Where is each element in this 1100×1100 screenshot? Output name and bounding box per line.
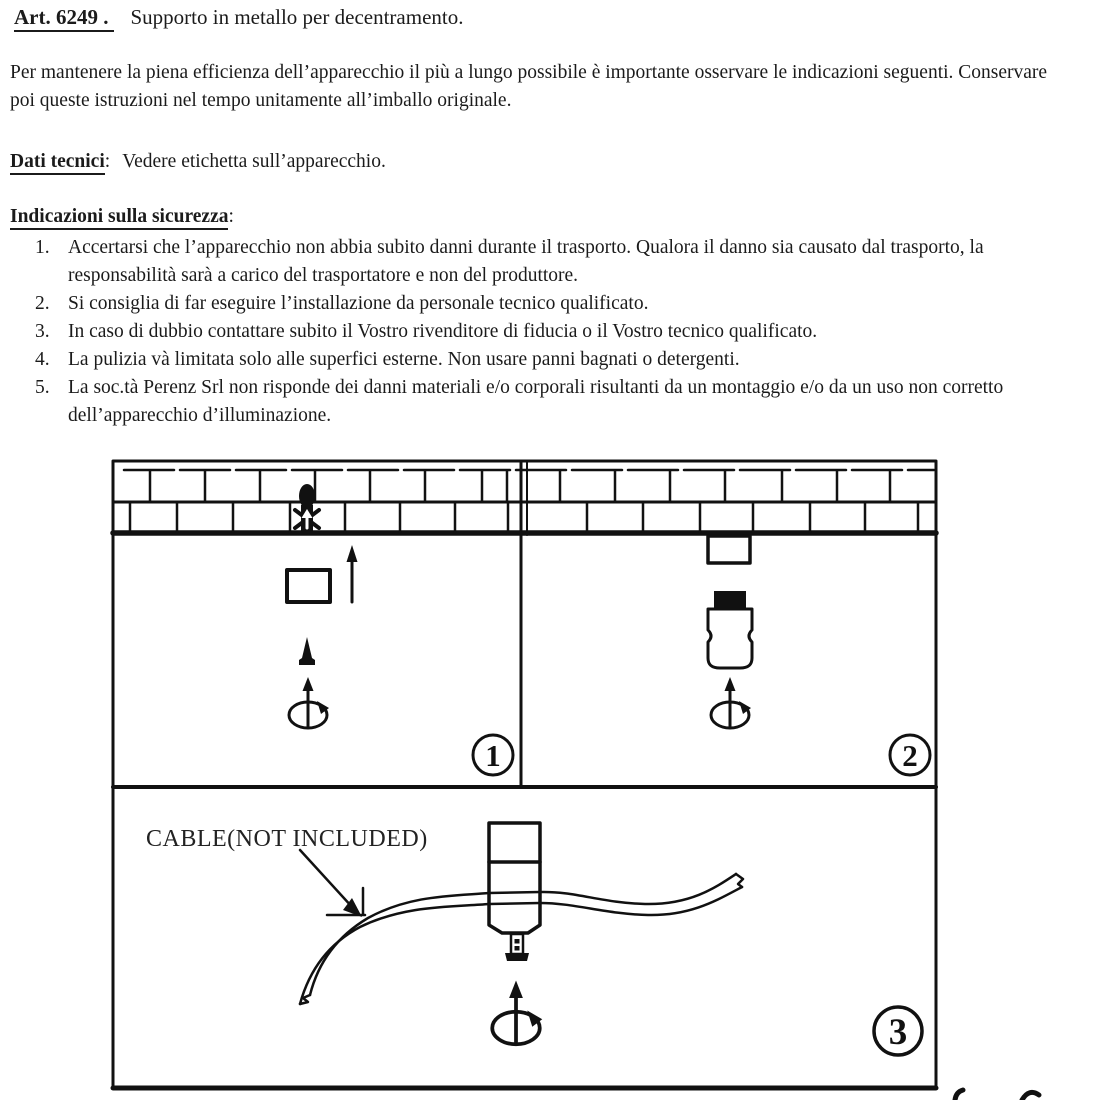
cable-label: CABLE(NOT INCLUDED) — [146, 826, 428, 852]
svg-text:3: 3 — [888, 1012, 908, 1053]
mounting-plate — [287, 570, 330, 602]
safety-heading-label: Indicazioni sulla sicurezza — [10, 206, 228, 230]
title-text: Supporto in metallo per decentramento. — [130, 5, 464, 29]
item-text: In caso di dubbio contattare subito il Vostro rivenditore di fiducia o il Vostro tecnico qualificato. — [68, 321, 818, 342]
cable-pointer-arrow — [300, 850, 365, 917]
figure-frame — [113, 461, 936, 1088]
item-number: 5. — [35, 377, 50, 398]
up-arrow-icon — [347, 545, 358, 602]
svg-text:2: 2 — [902, 738, 918, 773]
step-3-badge — [874, 1007, 922, 1055]
rotate-arrow-icon — [711, 677, 751, 728]
item-text: La soc.tà Perenz Srl non risponde dei danni materiali e/o corporali risultanti da un montaggio e/o da un uso non corretto dell’apparecchio d’illuminazione. — [68, 377, 1004, 426]
support-body — [489, 823, 540, 933]
intro-paragraph: Per mantenere la piena efficienza dell’apparecchio il più a lungo possibile è importante osservare le indicazioni seguenti. Conservare poi queste istruzioni nel tempo unitamente all’imballo originale. — [10, 62, 1048, 111]
technical-data-colon: : — [104, 151, 111, 172]
screw-icon — [505, 934, 529, 961]
panel-2 — [708, 536, 930, 775]
item-number: 3. — [35, 321, 50, 342]
ceiling-bracket — [708, 536, 750, 563]
panel-1 — [287, 545, 513, 775]
safety-heading-colon: : — [228, 206, 234, 227]
step-1-badge — [473, 735, 513, 775]
rotate-arrow-icon — [492, 981, 542, 1045]
svg-text:1: 1 — [485, 738, 501, 773]
article-number: Art. 6249 . — [14, 5, 114, 32]
technical-data-text: Vedere etichetta sull’apparecchio. — [122, 151, 386, 172]
fixture-canopy — [708, 591, 752, 668]
panel-3 — [146, 823, 922, 1055]
item-text: Accertarsi che l’apparecchio non abbia subito danni durante il trasporto. Qualora il danno sia causato dal trasporto, la responsabilità sarà a carico del trasportatore e non del produttore. — [68, 237, 984, 286]
cutoff-text-fragments — [955, 1090, 1039, 1100]
rotate-arrow-icon — [289, 677, 329, 728]
screw-icon — [299, 637, 315, 665]
item-text: La pulizia và limitata solo alle superfici esterne. Non usare panni bagnati o detergenti. — [68, 349, 740, 370]
technical-data-label: Dati tecnici — [10, 151, 105, 175]
item-number: 4. — [35, 349, 50, 370]
step-2-badge — [890, 735, 930, 775]
item-number: 1. — [35, 237, 50, 258]
item-number: 2. — [35, 293, 50, 314]
brick-ceiling — [113, 470, 936, 533]
item-text: Si consiglia di far eseguire l’installazione da personale tecnico qualificato. — [68, 293, 649, 314]
